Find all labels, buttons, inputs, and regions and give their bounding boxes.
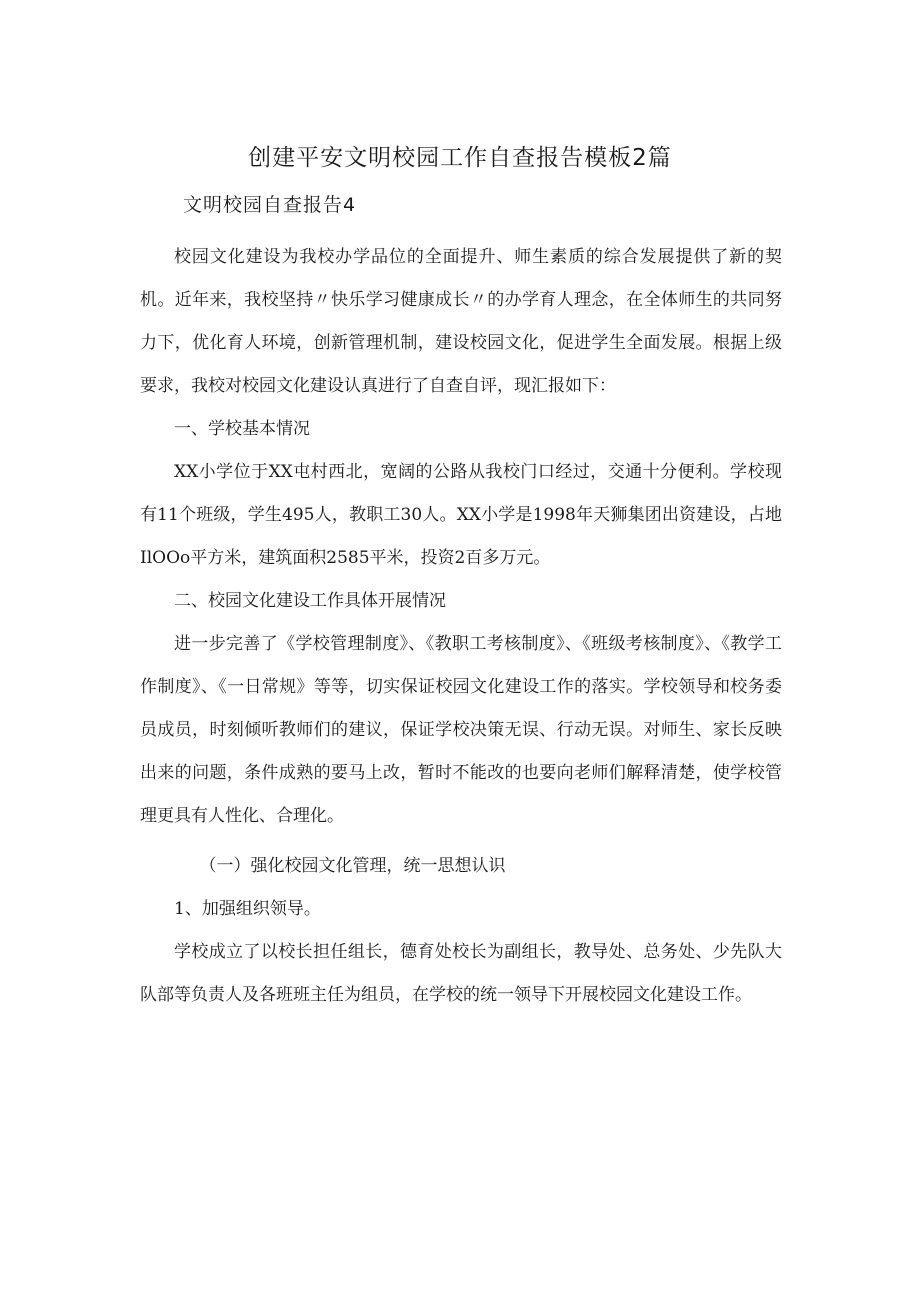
item-heading-organization: 1、加强组织领导。 (174, 899, 321, 919)
section-heading-basic-info: 一、学校基本情况 (174, 419, 310, 439)
subsection-heading-culture-management: （一）强化校园文化管理，统一思想认识 (199, 856, 506, 876)
section-heading-work-progress: 二、校园文化建设工作具体开展情况 (174, 591, 446, 611)
document-body (140, 236, 782, 1017)
paragraph-intro: 校园文化建设为我校办学品位的全面提升、师生素质的综合发展提供了新的契机。近年来，我校坚持〃快乐学习健康成长〃的办学育人理念，在全体师生的共同努力下，优化育人环境，创新管理机制，建设校园文化，促进学生全面发展。根据上级要求，我校对校园文化建设认真进行了自查自评，现汇报如下： (140, 247, 782, 396)
document-title: 创建平安文明校园工作自查报告模板2篇 (248, 145, 672, 171)
paragraph-basic-info: XX小学位于XX屯村西北，宽阔的公路从我校门口经过，交通十分便利。学校现有11个班级，学生495人，教职工30人。XX小学是1998年天狮集团出资建设，占地IlOOo平方米，建筑面积2585平米，投资2百多万元。 (140, 462, 782, 568)
paragraph-organization: 学校成立了以校长担任组长，德育处校长为副组长，教导处、总务处、少先队大队部等负责人及各班班主任为组员，在学校的统一领导下开展校园文化建设工作。 (140, 942, 782, 1005)
document-subtitle: 文明校园自查报告4 (183, 194, 357, 216)
paragraph-management-system: 进一步完善了《学校管理制度》、《教职工考核制度》、《班级考核制度》、《教学工作制度》、《一日常规》等等，切实保证校园文化建设工作的落实。学校领导和校务委员成员，时刻倾听教师们的建议，保证学校决策无误、行动无误。对师生、家长反映出来的问题，条件成熟的要马上改，暂时不能改的也要向老师们解释清楚，使学校管理更具有人性化、合理化。 (140, 634, 782, 826)
